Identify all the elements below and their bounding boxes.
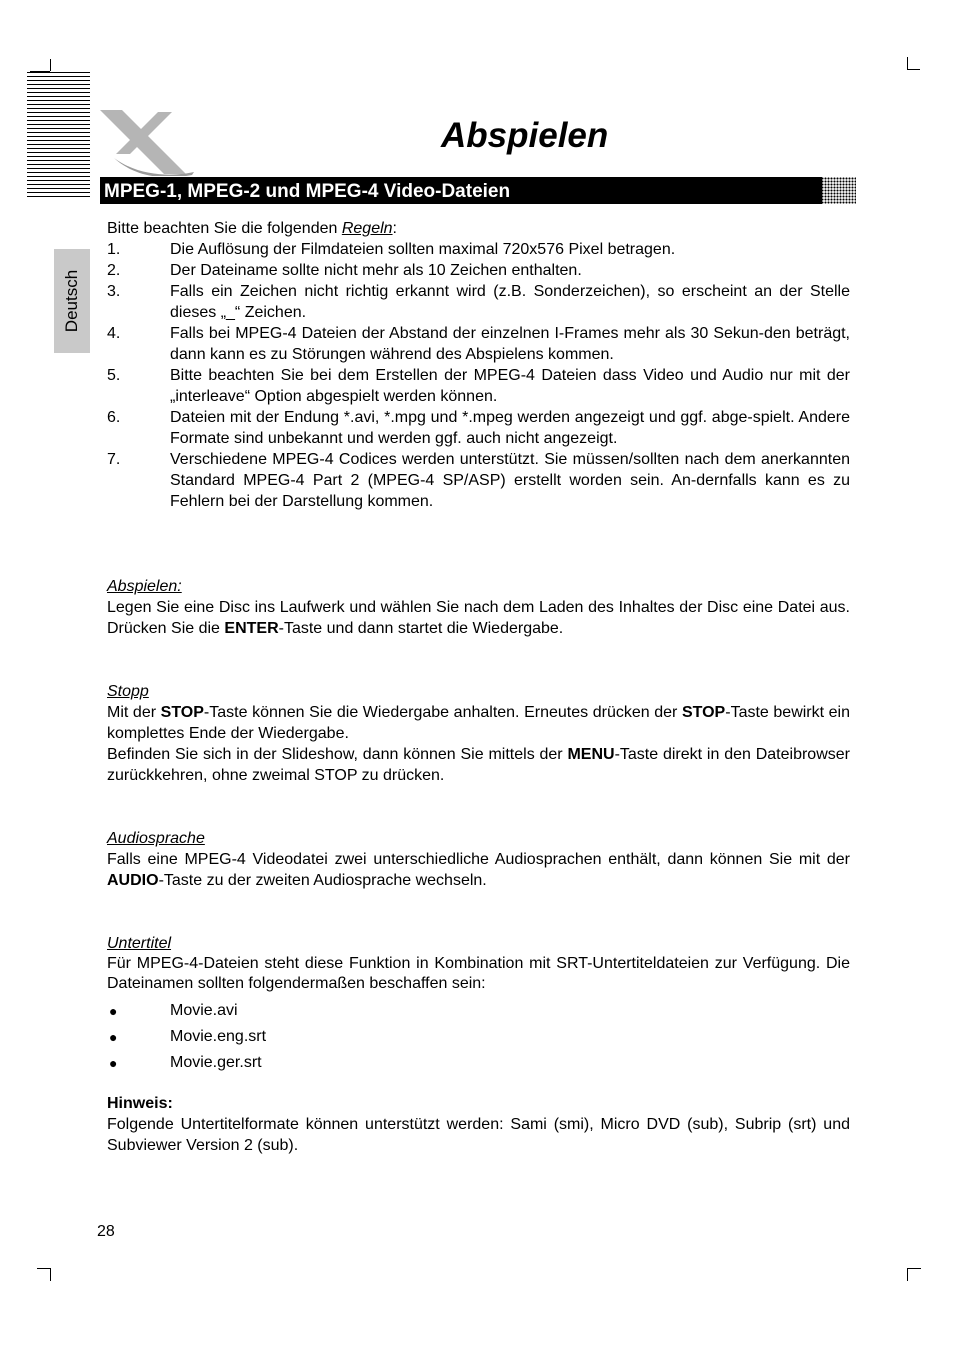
language-tab <box>54 249 90 353</box>
audio-text: Falls eine MPEG-4 Videodatei zwei unterschiedliche Audiosprachen enthält, dann können Sie mit der AUDIO-Taste zu der zweiten Audiosprache wechseln. <box>107 851 850 889</box>
crop-mark-bottom-left <box>50 1268 51 1281</box>
list-item: 1. Die Auflösung der Filmdateien sollten maximal 720x576 Pixel betragen. <box>107 241 676 258</box>
crop-mark-top-left <box>50 59 51 71</box>
x-logo-icon <box>96 108 196 176</box>
list-item: ● Movie.ger.srt <box>109 1054 262 1071</box>
stop-heading: Stopp <box>107 683 149 700</box>
crop-mark-bottom-right <box>907 1268 921 1269</box>
page-title: Abspielen <box>441 116 609 155</box>
language-label: Deutsch <box>62 269 81 333</box>
stop-text-menu: Befinden Sie sich in der Slideshow, dann können Sie mittels der MENU-Taste direkt in den Dateibrowser zurückkehren, ohne zweimal STOP zu drücken. <box>107 746 850 784</box>
subtitle-text: Für MPEG-4-Dateien steht diese Funktion in Kombination mit SRT-Untertiteldateien zur Verfügung. Die Dateinamen sollten folgendermaßen beschaffen sein: <box>107 955 850 992</box>
rules-link: Regeln <box>341 220 393 237</box>
list-item: 2. Der Dateiname sollte nicht mehr als 10 Zeichen enthalten. <box>107 262 582 279</box>
main-content <box>107 218 850 1156</box>
list-item: 5. Bitte beachten Sie bei dem Erstellen der MPEG-4 Dateien dass Video und Audio nur mit der „interleave“ Option abgespielt werden können. <box>107 367 850 405</box>
list-item: 4. Falls bei MPEG-4 Dateien der Abstand der einzelnen I-Frames mehr als 30 Sekun-den beträgt, dann kann es zu Störungen während des Abspielens kommen. <box>107 325 850 363</box>
audio-heading: Audiosprache <box>107 830 205 847</box>
stop-text: Mit der STOP-Taste können Sie die Wiedergabe anhalten. Erneutes drücken der STOP-Taste bewirkt ein komplettes Ende der Wiedergabe. <box>107 704 851 742</box>
header-stripes <box>27 72 90 200</box>
crop-mark-top-right <box>907 69 920 70</box>
list-item: ● Movie.avi <box>109 1002 238 1019</box>
crop-mark-bottom-left <box>37 1268 51 1269</box>
crop-mark-bottom-right <box>907 1268 908 1281</box>
page-number: 28 <box>97 1223 115 1240</box>
note-text: Folgende Untertitelformate können unterstützt werden: Sami (smi), Micro DVD (sub), Subrip (srt) und Subviewer Version 2 (sub). <box>107 1116 850 1154</box>
intro-line: Bitte beachten Sie die folgenden Regeln: <box>107 220 397 237</box>
list-item: 6. Dateien mit der Endung *.avi, *.mpg und *.mpeg werden angezeigt und ggf. abge-spielt. Andere Formate sind unbekannt und werden ggf. auch nicht angezeigt. <box>107 409 850 447</box>
list-item: 7. Verschiedene MPEG-4 Codices werden unterstützt. Sie müssen/sollten nach dem anerkannten Standard MPEG-4 Part 2 (MPEG-4 SP/ASP) erstellt worden sein. An-dernfalls kann es zu Fehlern bei der Darstellung kommen. <box>107 451 850 510</box>
list-item: 3. Falls ein Zeichen nicht richtig erkannt wird (z.B. Sonderzeichen), so erscheint an der Stelle dieses „_“ Zeichen. <box>107 283 850 321</box>
play-heading: Abspielen: <box>107 578 182 595</box>
section-bar-pattern <box>818 177 856 204</box>
note-heading: Hinweis: <box>107 1095 173 1112</box>
section-heading: MPEG-1, MPEG-2 und MPEG-4 Video-Dateien <box>100 177 822 204</box>
play-text: Legen Sie eine Disc ins Laufwerk und wählen Sie nach dem Laden des Inhaltes der Disc eine Datei aus. Drücken Sie die ENTER-Taste und dann startet die Wiedergabe. <box>107 599 850 637</box>
rules-list <box>107 239 850 512</box>
subtitle-heading: Untertitel <box>107 935 172 952</box>
list-item: ● Movie.eng.srt <box>109 1028 267 1045</box>
subtitle-file-list <box>107 998 850 1076</box>
